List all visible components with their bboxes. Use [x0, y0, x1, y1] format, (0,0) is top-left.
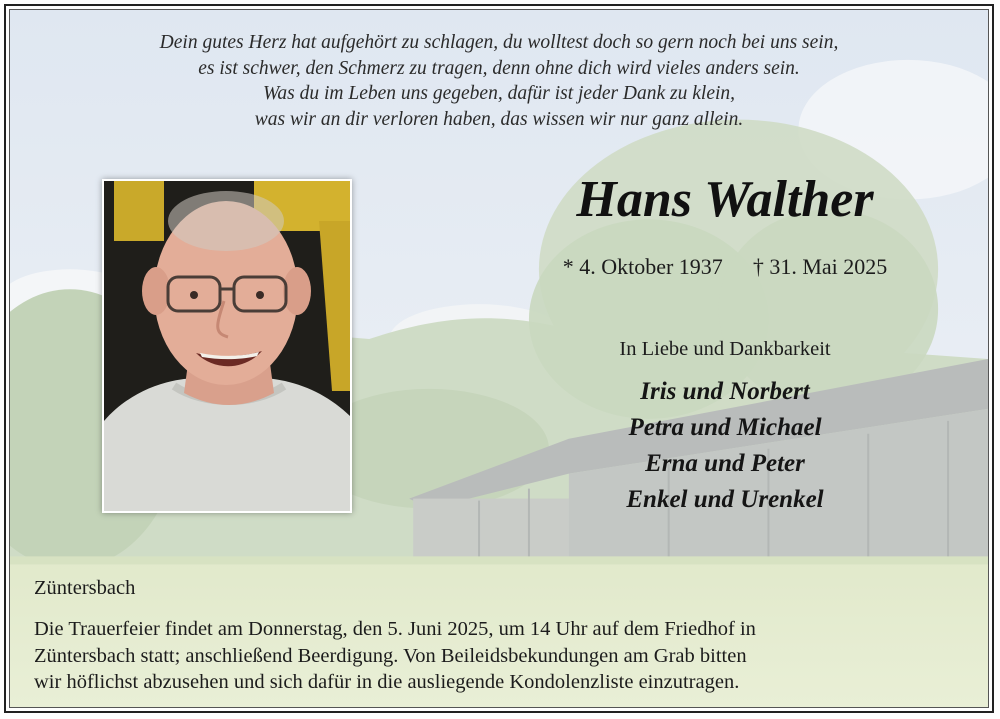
notice-line: wir höflichst abzusehen und sich dafür in die ausliegende Kondolenzliste einzutragen.	[34, 671, 740, 693]
mourner: Erna und Peter	[645, 450, 805, 477]
verse-line: Dein gutes Herz hat aufgehört zu schlagen, du wolltest doch so gern noch bei uns sein,	[159, 32, 839, 53]
verse-line: Was du im Leben uns gegeben, dafür ist jeder Dank zu klein,	[262, 83, 736, 104]
verse	[10, 30, 988, 132]
portrait-photo	[102, 179, 352, 513]
obituary-frame	[4, 4, 994, 713]
birth-date: * 4. Oktober 1937	[562, 254, 723, 279]
life-dates	[490, 254, 960, 280]
mourner: Petra und Michael	[628, 414, 822, 441]
deceased-name: Hans Walther	[576, 171, 874, 228]
notice-line: Die Trauerfeier findet am Donnerstag, den 5. Juni 2025, um 14 Uhr auf dem Friedhof in	[34, 618, 756, 640]
verse-line: was wir an dir verloren haben, das wissen wir nur ganz allein.	[254, 108, 744, 130]
funeral-notice	[34, 616, 964, 696]
verse-line: es ist schwer, den Schmerz zu tragen, denn ohne dich wird vieles anders sein.	[198, 57, 800, 79]
mourners-list	[490, 374, 960, 518]
mourner: Iris und Norbert	[640, 378, 810, 405]
death-date: † 31. Mai 2025	[752, 254, 888, 279]
dedication: In Liebe und Dankbarkeit	[619, 338, 831, 360]
notice-line: Züntersbach statt; anschließend Beerdigung. Von Beileidsbekundungen am Grab bitten	[34, 644, 747, 667]
mourner: Enkel und Urenkel	[626, 486, 824, 513]
place-name: Züntersbach	[34, 577, 136, 599]
inner-border	[9, 9, 989, 708]
